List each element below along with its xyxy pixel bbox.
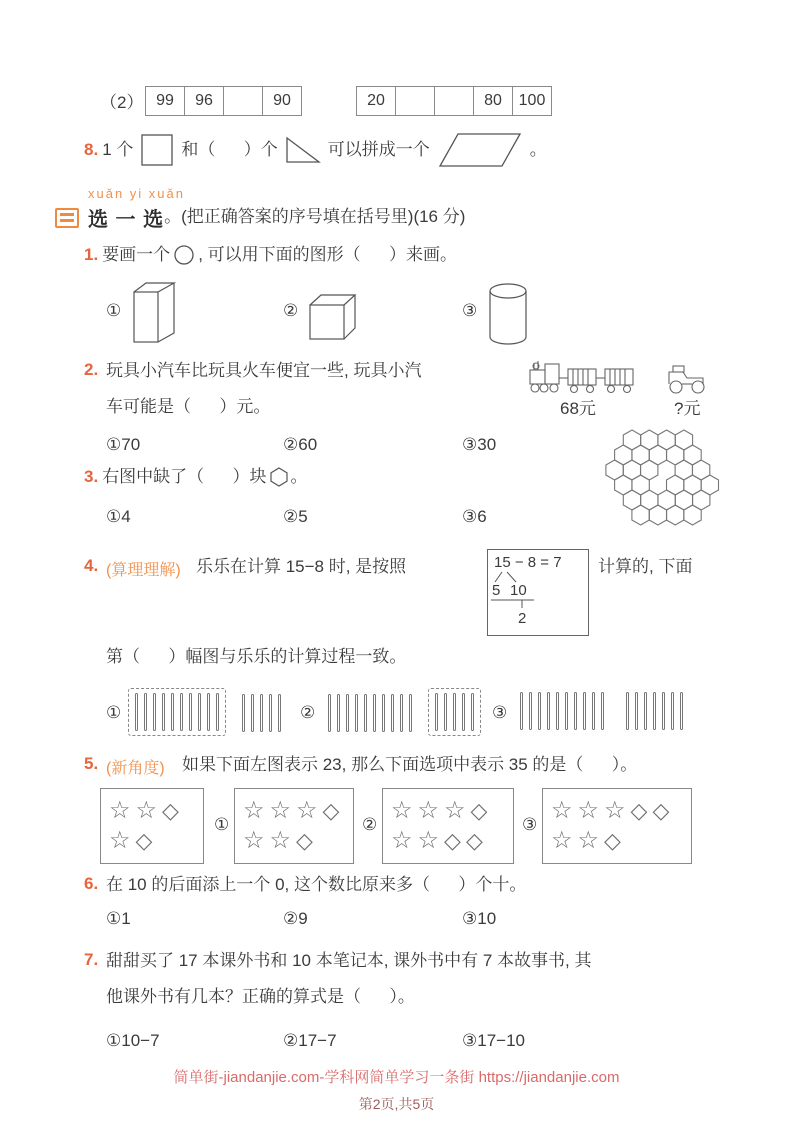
shape-box-option-1: [234, 788, 354, 864]
toy-train-icon: [528, 356, 660, 396]
star-icon: ☆: [296, 797, 318, 824]
question-2-option-2: ②60: [283, 435, 318, 454]
star-icon: ☆: [109, 827, 131, 854]
stick-icon: [565, 692, 568, 730]
stick-icon: [242, 694, 245, 732]
cylinder-icon: [486, 282, 530, 346]
stick-bundle: [514, 688, 610, 734]
stick-icon: [444, 693, 447, 731]
star-icon: ☆: [551, 797, 573, 824]
toy-car-icon: [663, 358, 713, 398]
stick-icon: [547, 692, 550, 730]
sequence-cell: 80: [473, 86, 513, 116]
shape-row: [391, 799, 505, 823]
shape-box-reference: [100, 788, 204, 864]
stick-icon: [260, 694, 263, 732]
stick-icon: [189, 693, 192, 731]
question-8-number: 8.: [84, 140, 99, 159]
stick-bundle: [236, 690, 287, 736]
stick-icon: [538, 692, 541, 730]
shape-row: [551, 829, 683, 853]
question-5-option-3-label: ③: [522, 815, 538, 834]
shape-box-option-2: [382, 788, 514, 864]
calculation-box: [487, 549, 589, 636]
stick-icon: [144, 693, 147, 731]
calculation-part-10: 10: [510, 582, 527, 599]
question-4-number: 4.: [84, 556, 99, 575]
question-4-text-1: 乐乐在计算 15−8 时, 是按照: [196, 557, 407, 576]
shape-row: [109, 829, 195, 853]
stick-bundle-dashed: [128, 688, 226, 736]
question-2-number: 2.: [84, 360, 99, 379]
stick-icon: [680, 692, 683, 730]
stick-icon: [435, 693, 438, 731]
square-shape-icon: [139, 132, 175, 168]
stick-icon: [216, 693, 219, 731]
stick-icon: [269, 694, 272, 732]
star-icon: ☆: [391, 827, 413, 854]
sequence-cell: 96: [184, 86, 224, 116]
stick-diagram-2: [322, 688, 481, 736]
section-title: 选 一 选: [88, 209, 165, 231]
question-4-text-2: 计算的, 下面: [598, 557, 693, 576]
stick-icon: [462, 693, 465, 731]
question-2-line-1: 玩具小汽车比玩具火车便宜一些, 玩具小汽: [106, 361, 422, 380]
cube-icon: [307, 292, 359, 342]
stick-icon: [400, 694, 403, 732]
triangle-shape-icon: [284, 135, 322, 165]
diamond-icon: ◇: [465, 828, 483, 853]
stick-icon: [592, 692, 595, 730]
question-5-text: 如果下面左图表示 23, 那么下面选项中表示 35 的是（ ）。: [182, 755, 638, 774]
stick-diagram-3: [514, 688, 689, 734]
option-3-label: ③: [462, 301, 478, 320]
question-7-number: 7.: [84, 950, 99, 969]
number-sequence-table-1: [145, 86, 302, 116]
stick-icon: [601, 692, 604, 730]
diamond-icon: ◇: [470, 798, 488, 823]
question-6-option-3: ③10: [462, 909, 497, 928]
diamond-icon: ◇: [444, 828, 461, 853]
question-4-option-2-label: ②: [300, 703, 316, 722]
stick-icon: [626, 692, 629, 730]
stick-icon: [328, 694, 331, 732]
question-8-text-4: 。: [529, 139, 547, 159]
section-pinyin: xuǎn yi xuǎn: [88, 186, 185, 201]
diamond-icon: ◇: [604, 828, 621, 853]
sequence-cell: [434, 86, 474, 116]
question-6-number: 6.: [84, 874, 99, 893]
stick-bundle-dashed: [428, 688, 481, 736]
stick-icon: [364, 694, 367, 732]
question-8: [84, 128, 547, 172]
stick-icon: [556, 692, 559, 730]
star-icon: ☆: [551, 827, 573, 854]
sequence-cell: 90: [262, 86, 302, 116]
sequence-cell: 100: [512, 86, 552, 116]
calculation-part-5: 5: [492, 582, 501, 599]
stick-icon: [346, 694, 349, 732]
shape-box-option-3: [542, 788, 692, 864]
star-icon: ☆: [604, 797, 626, 824]
stick-icon: [373, 694, 376, 732]
stick-icon: [644, 692, 647, 730]
stick-diagram-1: [128, 688, 287, 736]
stick-icon: [355, 694, 358, 732]
question-7-option-2: ②17−7: [283, 1031, 337, 1050]
stick-icon: [653, 692, 656, 730]
question-4-tag: (算理理解): [106, 562, 181, 579]
question-5-tag: (新角度): [106, 760, 165, 777]
star-icon: ☆: [269, 827, 292, 854]
question-8-text-1: 1 个: [102, 139, 134, 159]
stick-icon: [520, 692, 523, 730]
shape-row: [243, 829, 345, 853]
sequence-cell: 20: [356, 86, 396, 116]
stick-icon: [583, 692, 586, 730]
question-6-text: 在 10 的后面添上一个 0, 这个数比原来多（ ）个十。: [106, 875, 527, 894]
question-1-text-2: , 可以用下面的图形（ ）来画。: [198, 245, 457, 264]
section-header: [55, 203, 465, 232]
question-7-line-2: 他课外书有几本？正确的算式是（ ）。: [106, 987, 415, 1006]
page-number: 第2页,共5页: [358, 1096, 435, 1112]
star-icon: ☆: [577, 827, 600, 854]
question-5-option-1-label: ①: [214, 815, 230, 834]
shape-row: [391, 829, 505, 853]
stick-icon: [635, 692, 638, 730]
star-icon: ☆: [243, 797, 265, 824]
star-icon: ☆: [269, 797, 292, 824]
stick-icon: [171, 693, 174, 731]
stick-icon: [251, 694, 254, 732]
star-icon: ☆: [417, 827, 440, 854]
list-icon: [55, 208, 79, 228]
question-3-option-2: ②5: [283, 507, 308, 526]
parallelogram-shape-icon: [436, 130, 524, 170]
diamond-icon: ◇: [630, 798, 648, 823]
stick-icon: [278, 694, 281, 732]
stick-icon: [162, 693, 165, 731]
circle-shape-icon: [173, 244, 195, 266]
question-3: [84, 466, 308, 489]
stick-icon: [471, 693, 474, 731]
shape-row: [243, 799, 345, 823]
question-1-number: 1.: [84, 245, 99, 265]
number-sequence-table-2: [356, 86, 552, 116]
question-3-option-1: ①4: [106, 507, 131, 526]
stick-bundle: [620, 688, 689, 734]
hexagon-pattern: [592, 428, 728, 544]
question-5-option-2-label: ②: [362, 815, 378, 834]
question-7-line-1: 甜甜买了 17 本课外书和 10 本笔记本, 课外书中有 7 本故事书, 其: [106, 951, 592, 970]
question-3-number: 3.: [84, 467, 99, 487]
sequence-cell: [395, 86, 435, 116]
sequence-cell: [223, 86, 263, 116]
stick-icon: [574, 692, 577, 730]
question-2-line-2: 车可能是（ ）元。: [106, 397, 271, 416]
question-7-option-1: ①10−7: [106, 1031, 160, 1050]
section-subtitle: 。(把正确答案的序号填在括号里)(16 分): [164, 207, 466, 227]
calculation-equation: 15 − 8 = 7: [494, 554, 562, 571]
question-2-option-3: ③30: [462, 435, 497, 454]
sequence-label: （2）: [100, 93, 144, 112]
stick-icon: [382, 694, 385, 732]
star-icon: ☆: [577, 797, 600, 824]
question-4-option-3-label: ③: [492, 703, 508, 722]
option-1-label: ①: [106, 301, 122, 320]
question-8-text-2: 和（ ）个: [181, 139, 278, 159]
diamond-icon: ◇: [322, 798, 340, 823]
shape-row: [551, 799, 683, 823]
stick-icon: [180, 693, 183, 731]
option-2-label: ②: [283, 301, 299, 320]
shape-row: [109, 799, 195, 823]
diamond-icon: ◇: [652, 798, 670, 823]
question-5-number: 5.: [84, 754, 99, 773]
diamond-icon: ◇: [135, 828, 153, 853]
stick-icon: [198, 693, 201, 731]
question-7-option-3: ③17−10: [462, 1031, 525, 1050]
diamond-icon: ◇: [296, 828, 313, 853]
footer-watermark: 简单街-jiandanjie.com-学科网简单学习一条街 https://jiandanjie.com: [173, 1069, 620, 1086]
car-price-label: ?元: [674, 399, 701, 418]
hexagon-shape-icon: [270, 467, 288, 487]
question-4-option-1-label: ①: [106, 703, 122, 722]
stick-icon: [337, 694, 340, 732]
question-2-option-1: ①70: [106, 435, 141, 454]
stick-icon: [409, 694, 412, 732]
star-icon: ☆: [444, 797, 466, 824]
stick-icon: [391, 694, 394, 732]
star-icon: ☆: [109, 797, 131, 824]
question-3-text-2: 。: [290, 467, 308, 486]
calculation-part-2: 2: [518, 610, 527, 627]
stick-icon: [135, 693, 138, 731]
stick-bundle: [322, 690, 418, 736]
star-icon: ☆: [243, 827, 265, 854]
star-icon: ☆: [417, 797, 440, 824]
star-icon: ☆: [391, 797, 413, 824]
question-3-option-3: ③6: [462, 507, 487, 526]
stick-icon: [662, 692, 665, 730]
stick-icon: [153, 693, 156, 731]
stick-icon: [207, 693, 210, 731]
question-6-option-2: ②9: [283, 909, 308, 928]
question-1-text-1: 要画一个: [102, 245, 171, 264]
question-4-line-2: 第（ ）幅图与乐乐的计算过程一致。: [106, 647, 407, 666]
question-6-option-1: ①1: [106, 909, 131, 928]
star-icon: ☆: [135, 797, 158, 824]
question-3-text-1: 右图中缺了（ ）块: [102, 467, 267, 486]
diamond-icon: ◇: [162, 798, 179, 823]
stick-icon: [529, 692, 532, 730]
question-1: [84, 244, 457, 267]
sequence-cell: 99: [145, 86, 185, 116]
stick-icon: [453, 693, 456, 731]
train-price-label: 68元: [560, 399, 596, 418]
cuboid-icon: [130, 280, 178, 346]
stick-icon: [671, 692, 674, 730]
question-8-text-3: 可以拼成一个: [327, 139, 430, 159]
